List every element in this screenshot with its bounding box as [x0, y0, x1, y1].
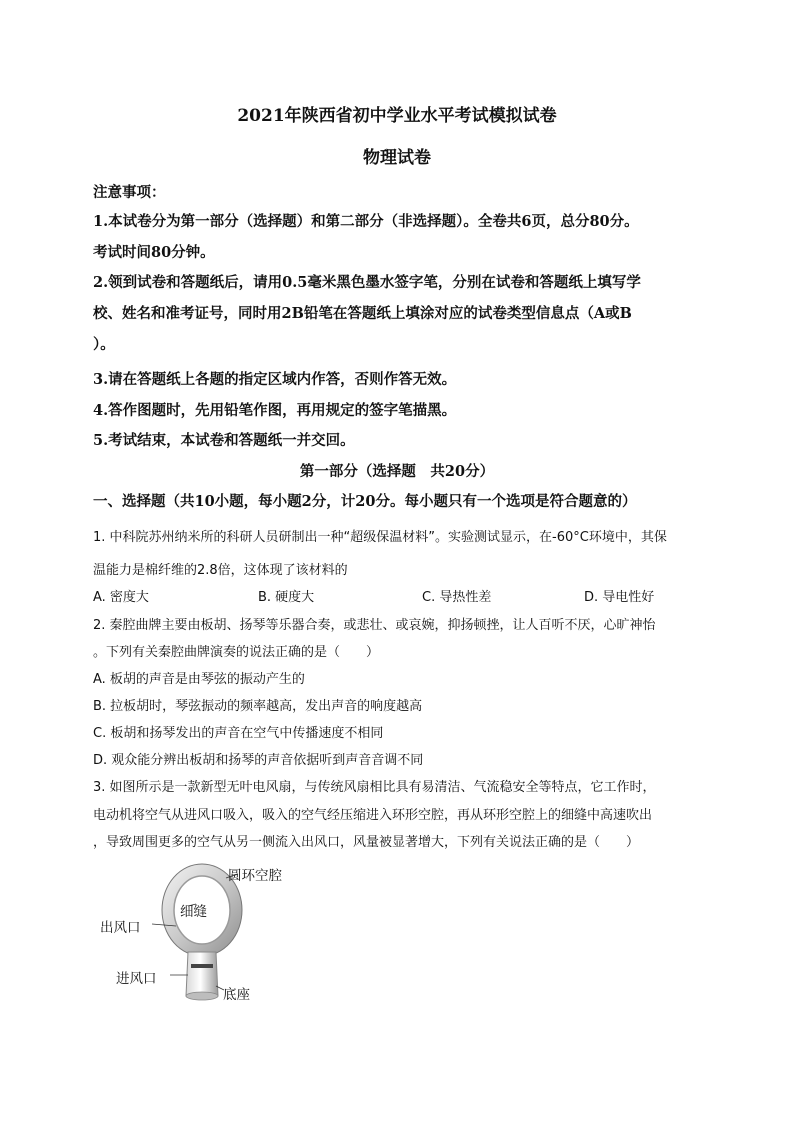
- notes-line: ）。: [93, 336, 115, 353]
- label-inlet: 进风口: [116, 971, 157, 987]
- q2-option-d: D. 观众能分辨出板胡和扬琴的声音依据听到声音音调不同: [93, 753, 424, 768]
- label-base: 底座: [223, 987, 250, 1003]
- notes-line: 2.领到试卷和答题纸后，请用0.5毫米黑色墨水签字笔，分别在试卷和答题纸上填写学: [93, 274, 641, 291]
- question-1-line: 1. 中科院苏州纳米所的科研人员研制出一种“超级保温材料”。实验测试显示，在-60°C环境中，其保: [93, 530, 667, 545]
- question-2-line: 。下列有关秦腔曲牌演奏的说法正确的是（ ）: [93, 645, 380, 660]
- q1-option-b: B. 硬度大: [258, 590, 315, 605]
- exam-subtitle: 物理试卷: [363, 148, 431, 168]
- part-heading: 第一部分（选择题 共20分）: [299, 463, 495, 480]
- q2-option-b: B. 拉板胡时，琴弦振动的频率越高，发出声音的响度越高: [93, 699, 423, 714]
- question-3-line: 电动机将空气从进风口吸入，吸入的空气经压缩进入环形空腔，再从环形空腔上的细缝中高速吹出: [93, 808, 653, 823]
- q1-option-c: C. 导热性差: [422, 590, 492, 605]
- q1-option-d: D. 导电性好: [584, 590, 655, 605]
- exam-title: 2021年陕西省初中学业水平考试模拟试卷: [237, 106, 557, 126]
- question-3-line: ，导致周围更多的空气从另一侧流入出风口，风量被显著增大，下列有关说法正确的是（ ）: [93, 835, 640, 850]
- label-outlet: 出风口: [100, 920, 141, 936]
- notes-line: 3.请在答题纸上各题的指定区域内作答，否则作答无效。: [93, 371, 457, 388]
- notes-line: 校、姓名和准考证号，同时用2B铅笔在答题纸上填涂对应的试卷类型信息点（A或B: [93, 305, 632, 322]
- question-1-line: 温能力是棉纤维的2.8倍，这体现了该材料的: [93, 563, 348, 578]
- bladeless-fan-figure: [92, 858, 302, 1008]
- question-2-line: 2. 秦腔曲牌主要由板胡、扬琴等乐器合奏，或悲壮、或哀婉，抑扬顿挫，让人百听不厌，心旷神怡: [93, 618, 656, 633]
- q1-option-a: A. 密度大: [93, 590, 149, 605]
- notes-line: 5.考试结束，本试卷和答题纸一并交回。: [93, 432, 355, 449]
- section-heading: 一、选择题（共10小题，每小题2分，计20分。每小题只有一个选项是符合题意的）: [93, 493, 637, 510]
- label-ring-cavity: 圆环空腔: [228, 868, 282, 884]
- label-slit: 细缝: [180, 904, 207, 920]
- q2-option-a: A. 板胡的声音是由琴弦的振动产生的: [93, 672, 305, 687]
- notes-line: 考试时间80分钟。: [93, 244, 215, 261]
- notes-heading: 注意事项：: [93, 184, 166, 201]
- question-3-line: 3. 如图所示是一款新型无叶电风扇，与传统风扇相比具有易清洁、气流稳安全等特点，它工作时，: [93, 780, 656, 795]
- q2-option-c: C. 板胡和扬琴发出的声音在空气中传播速度不相同: [93, 726, 384, 741]
- notes-line: 4.答作图题时，先用铅笔作图，再用规定的签字笔描黑。: [93, 402, 457, 419]
- notes-line: 1.本试卷分为第一部分（选择题）和第二部分（非选择题）。全卷共6页，总分80分。: [93, 213, 639, 230]
